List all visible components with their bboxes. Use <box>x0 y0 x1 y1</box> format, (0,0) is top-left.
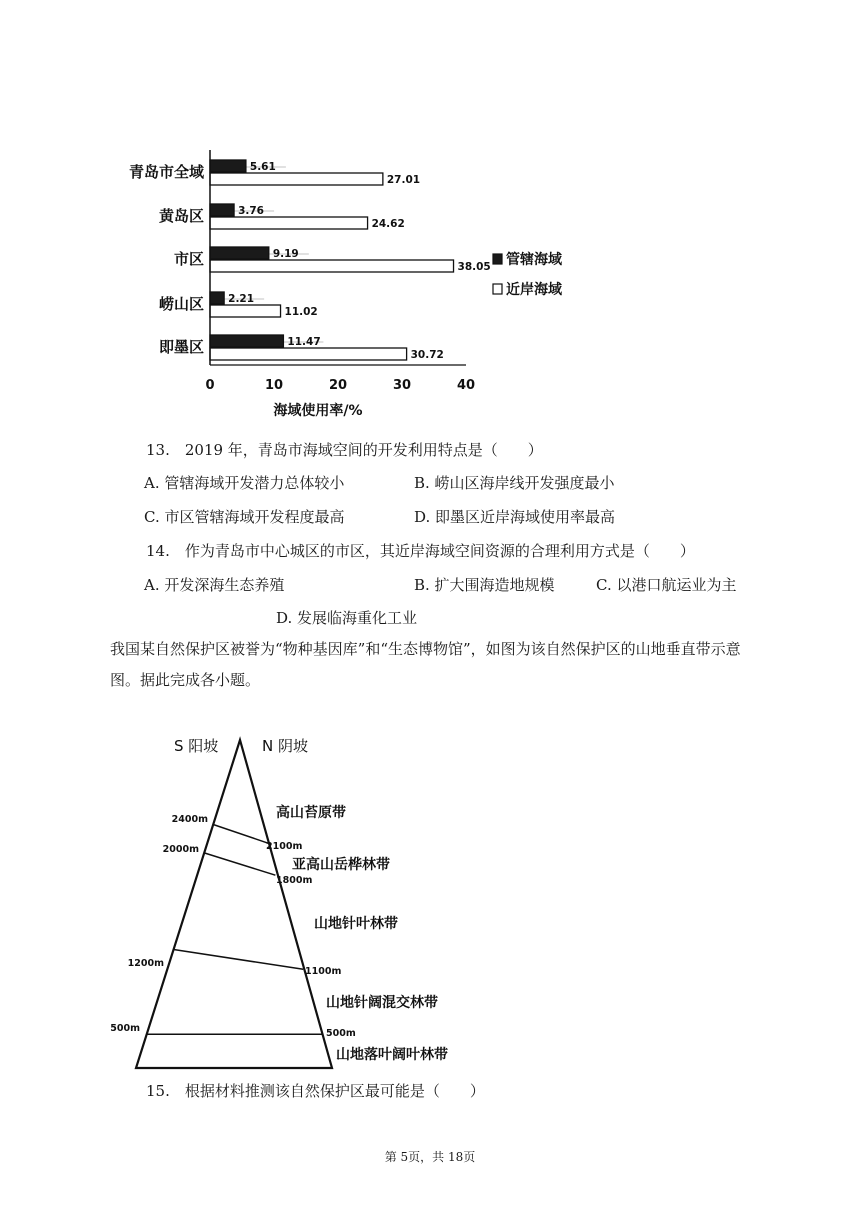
south-alt-2000: 2000m <box>162 844 199 855</box>
legend-label: 近岸海域 <box>506 282 562 298</box>
question-13-option-b[interactable]: B. 崂山区海岸线开发强度最小 <box>414 474 615 492</box>
data-label: 2.21 <box>228 293 255 305</box>
question-14-option-a[interactable]: A. 开发深海生态养殖 <box>144 576 285 594</box>
category-label: 即墨区 <box>158 338 204 356</box>
zone-coniferous: 山地针叶林带 <box>314 916 398 932</box>
category-label: 黄岛区 <box>158 207 204 225</box>
bar-nearshore <box>210 305 281 317</box>
x-tick-label: 10 <box>264 378 284 393</box>
material-intro: 我国某自然保护区被誉为“物种基因库”和“生态博物馆”，如图为该自然保护区的山地垂直带示意图。据此完成各小题。 <box>110 640 741 689</box>
page-footer: 第 5页，共 18页 <box>384 1150 476 1164</box>
x-tick-label: 0 <box>205 378 215 393</box>
data-label: 11.02 <box>284 306 318 318</box>
north-alt-2100: 2100m <box>266 841 303 852</box>
data-label: 27.01 <box>386 174 421 186</box>
boundary-2400-2100 <box>213 825 269 844</box>
zone-subalpine-birch: 亚高山岳桦林带 <box>292 857 390 873</box>
boundary-2000-1800 <box>204 853 275 875</box>
zone-alpine-tundra: 高山苔原带 <box>276 805 346 821</box>
x-tick-label: 20 <box>328 378 348 393</box>
bar-nearshore <box>210 217 368 229</box>
category-label: 崂山区 <box>158 295 204 313</box>
category-label: 青岛市全域 <box>128 163 204 181</box>
zone-mixed-forest: 山地针阔混交林带 <box>326 995 438 1011</box>
legend-swatch <box>493 254 502 264</box>
question-13-option-a[interactable]: A. 管辖海域开发潜力总体较小 <box>144 474 345 492</box>
x-tick-label: 30 <box>392 378 412 393</box>
question-14-option-d[interactable]: D. 发展临海重化工业 <box>276 609 418 627</box>
bar-nearshore <box>210 173 383 185</box>
data-label: 38.05 <box>457 261 491 273</box>
data-label: 30.72 <box>410 349 444 361</box>
south-slope-label: S 阳坡 <box>174 737 219 755</box>
sea-use-bar-chart <box>100 140 600 425</box>
bar-jurisdiction <box>210 160 246 172</box>
zone-deciduous: 山地落叶阔叶林带 <box>336 1047 448 1063</box>
mountain-outline <box>136 740 332 1068</box>
data-label: 9.19 <box>272 248 299 260</box>
legend-label: 管辖海域 <box>506 252 562 268</box>
bar-nearshore <box>210 348 407 360</box>
south-alt-1200: 1200m <box>127 958 164 969</box>
bar-jurisdiction <box>210 204 234 216</box>
question-15-stem: 15. 根据材料推测该自然保护区最可能是（ ） <box>146 1082 485 1100</box>
mountain-vertical-zone-diagram <box>100 725 500 1075</box>
question-13-option-c[interactable]: C. 市区管辖海域开发程度最高 <box>144 508 345 526</box>
south-alt-500: 500m <box>110 1023 140 1034</box>
question-14-option-c[interactable]: C. 以港口航运业为主 <box>596 576 737 594</box>
question-14-option-b[interactable]: B. 扩大围海造地规模 <box>414 576 555 594</box>
question-13-stem: 13. 2019 年，青岛市海域空间的开发利用特点是（ ） <box>146 441 543 459</box>
category-label: 市区 <box>173 250 204 268</box>
data-label: 3.76 <box>238 205 264 217</box>
bar-jurisdiction <box>210 292 224 304</box>
north-alt-500: 500m <box>326 1028 356 1039</box>
bar-nearshore <box>210 260 454 272</box>
x-axis-title: 海域使用率/% <box>273 403 363 419</box>
question-14-stem: 14. 作为青岛市中心城区的市区，其近岸海域空间资源的合理利用方式是（ ） <box>146 542 695 560</box>
data-label: 24.62 <box>371 218 405 230</box>
boundary-1200-1100 <box>174 950 304 970</box>
bar-jurisdiction <box>210 335 283 347</box>
x-tick-label: 40 <box>456 378 476 393</box>
legend-swatch <box>493 284 502 294</box>
data-label: 5.61 <box>249 161 276 173</box>
north-alt-1100: 1100m <box>305 966 342 977</box>
north-alt-1800: 1800m <box>276 875 313 886</box>
question-13-option-d[interactable]: D. 即墨区近岸海域使用率最高 <box>414 508 616 526</box>
north-slope-label: N 阴坡 <box>262 737 308 755</box>
south-alt-2400: 2400m <box>171 814 208 825</box>
data-label: 11.47 <box>287 336 321 348</box>
bar-jurisdiction <box>210 247 269 259</box>
